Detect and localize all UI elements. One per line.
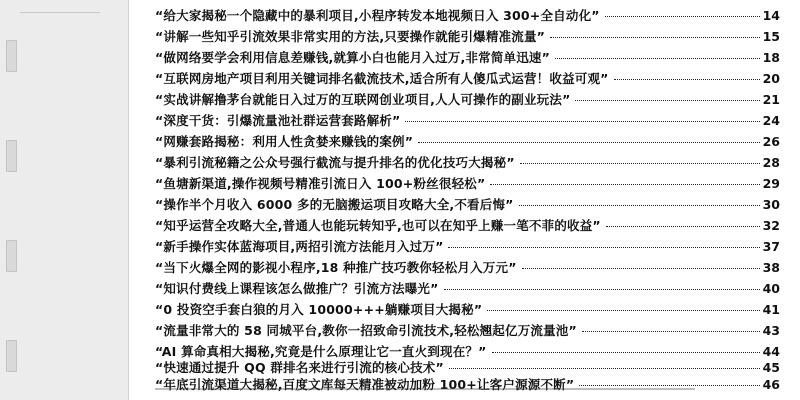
toc-dot-leader (449, 368, 760, 369)
toc-entry[interactable] (155, 195, 780, 216)
toc-entry-title: “流量非常大的 58 同城平台,教你一招致命引流技术,轻松翘起亿万流量池” (155, 323, 577, 338)
toc-entry-title: “知识付费线上课程该怎么做推广？引流方法曝光” (155, 281, 439, 296)
toc-entry[interactable] (155, 300, 780, 321)
toc-dot-leader (579, 385, 759, 386)
left-gutter (0, 0, 129, 400)
toc-page-number: 30 (762, 197, 780, 212)
toc-dot-leader (550, 37, 760, 38)
toc-page-number: 21 (762, 92, 780, 107)
cut-off-next-line (155, 388, 695, 393)
toc-entry-title: “知乎运营全攻略大全,普通人也能玩转知乎,也可以在知乎上赚一笔不菲的收益” (155, 218, 601, 233)
toc-entry[interactable] (155, 258, 780, 279)
toc-entry[interactable] (155, 90, 780, 111)
toc-entry-title: “快速通过提升 QQ 群排名来进行引流的核心技术” (155, 360, 444, 375)
toc-dot-leader (520, 163, 760, 164)
toc-dot-leader (522, 268, 760, 269)
toc-dot-leader (555, 58, 760, 59)
gutter-marker (6, 340, 17, 372)
toc-entry[interactable] (155, 321, 780, 342)
gutter-divider (20, 12, 100, 13)
toc-dot-leader (582, 331, 760, 332)
toc-entry-title: “实战讲解撸茅台就能日入过万的互联网创业项目,人人可操作的副业玩法” (155, 92, 571, 107)
toc-page-number: 43 (762, 323, 780, 338)
toc-page-number: 18 (762, 50, 780, 65)
toc-entry-title: “给大家揭秘一个隐藏中的暴利项目,小程序转发本地视频日入 300+全自动化” (155, 8, 600, 23)
toc-entry[interactable] (155, 27, 780, 48)
toc-dot-leader (490, 184, 759, 185)
toc-entry[interactable] (155, 111, 780, 132)
toc-entry-title: “操作半个月收入 6000 多的无脑搬运项目攻略大全,不看后悔” (155, 197, 514, 212)
toc-page-number: 45 (762, 360, 780, 375)
toc-page-number: 32 (762, 218, 780, 233)
toc-page-number: 40 (762, 281, 780, 296)
toc-page-number: 46 (762, 377, 780, 392)
toc-entry-title: “新手操作实体蓝海项目,两招引流方法能月入过万” (155, 239, 444, 254)
toc-entry[interactable] (155, 237, 780, 258)
toc-entry[interactable] (155, 48, 780, 69)
toc-entry-title: “AI 算命真相大揭秘,究竟是什么原理让它一直火到现在？” (155, 344, 487, 359)
toc-entry-title: “做网络要学会利用信息差赚钱,就算小白也能月入过万,非常简单迅速” (155, 50, 551, 65)
toc-entry-title: “互联网房地产项目利用关键词排名截流技术,适合所有人傻瓜式运营！收益可观” (155, 71, 609, 86)
toc-dot-leader (492, 352, 760, 353)
toc-entry[interactable] (155, 279, 780, 300)
toc-entry-title: “讲解一些知乎引流效果非常实用的方法,只要操作就能引爆精准流量” (155, 29, 546, 44)
toc-dot-leader (418, 142, 759, 143)
toc-entry-title: “深度干货：引爆流量池社群运营套路解析” (155, 113, 401, 128)
toc-page-number: 28 (762, 155, 780, 170)
toc-entry[interactable] (155, 174, 780, 195)
toc-entry-title: “当下火爆全网的影视小程序,18 种推广技巧教你轻松月入万元” (155, 260, 517, 275)
gutter-marker (6, 140, 17, 172)
toc-entry-title: “年底引流渠道大揭秘,百度文库每天精准被动加粉 100+让客户源源不断” (155, 377, 575, 392)
toc-entry[interactable] (155, 6, 780, 27)
toc-page-number: 15 (762, 29, 780, 44)
toc-dot-leader (614, 79, 760, 80)
toc-page-number: 14 (762, 8, 780, 23)
document-page (129, 0, 800, 400)
toc-page-number: 24 (762, 113, 780, 128)
toc-entry[interactable] (155, 132, 780, 153)
toc-dot-leader (448, 247, 759, 248)
gutter-marker (6, 40, 17, 72)
toc-page-number: 38 (762, 260, 780, 275)
toc-dot-leader (606, 226, 760, 227)
toc-entry[interactable] (155, 216, 780, 237)
toc-dot-leader (575, 100, 759, 101)
toc-dot-leader (605, 16, 760, 17)
toc-dot-leader (405, 121, 759, 122)
toc-entry[interactable] (155, 69, 780, 90)
toc-entry-title: “网赚套路揭秘：利用人性贪婪来赚钱的案例” (155, 134, 414, 149)
gutter-marker (6, 240, 17, 272)
toc-dot-leader (487, 310, 759, 311)
toc-entry[interactable] (155, 153, 780, 174)
toc-page-number: 41 (762, 302, 780, 317)
toc-dot-leader (444, 289, 760, 290)
toc-page-number: 29 (762, 176, 780, 191)
toc-dot-leader (519, 205, 760, 206)
toc-page-number: 44 (762, 344, 780, 359)
toc-page-number: 26 (762, 134, 780, 149)
toc-page-number: 37 (762, 239, 780, 254)
toc-page-number: 20 (762, 71, 780, 86)
toc-entry-title: “鱼塘新渠道,操作视频号精准引流日入 100+粉丝很轻松” (155, 176, 486, 191)
toc-entry-title: “0 投资空手套白狼的月入 10000+++躺赚项目大揭秘” (155, 302, 483, 317)
toc-entry-title: “暴利引流秘籍之公众号强行截流与提升排名的优化技巧大揭秘” (155, 155, 515, 170)
